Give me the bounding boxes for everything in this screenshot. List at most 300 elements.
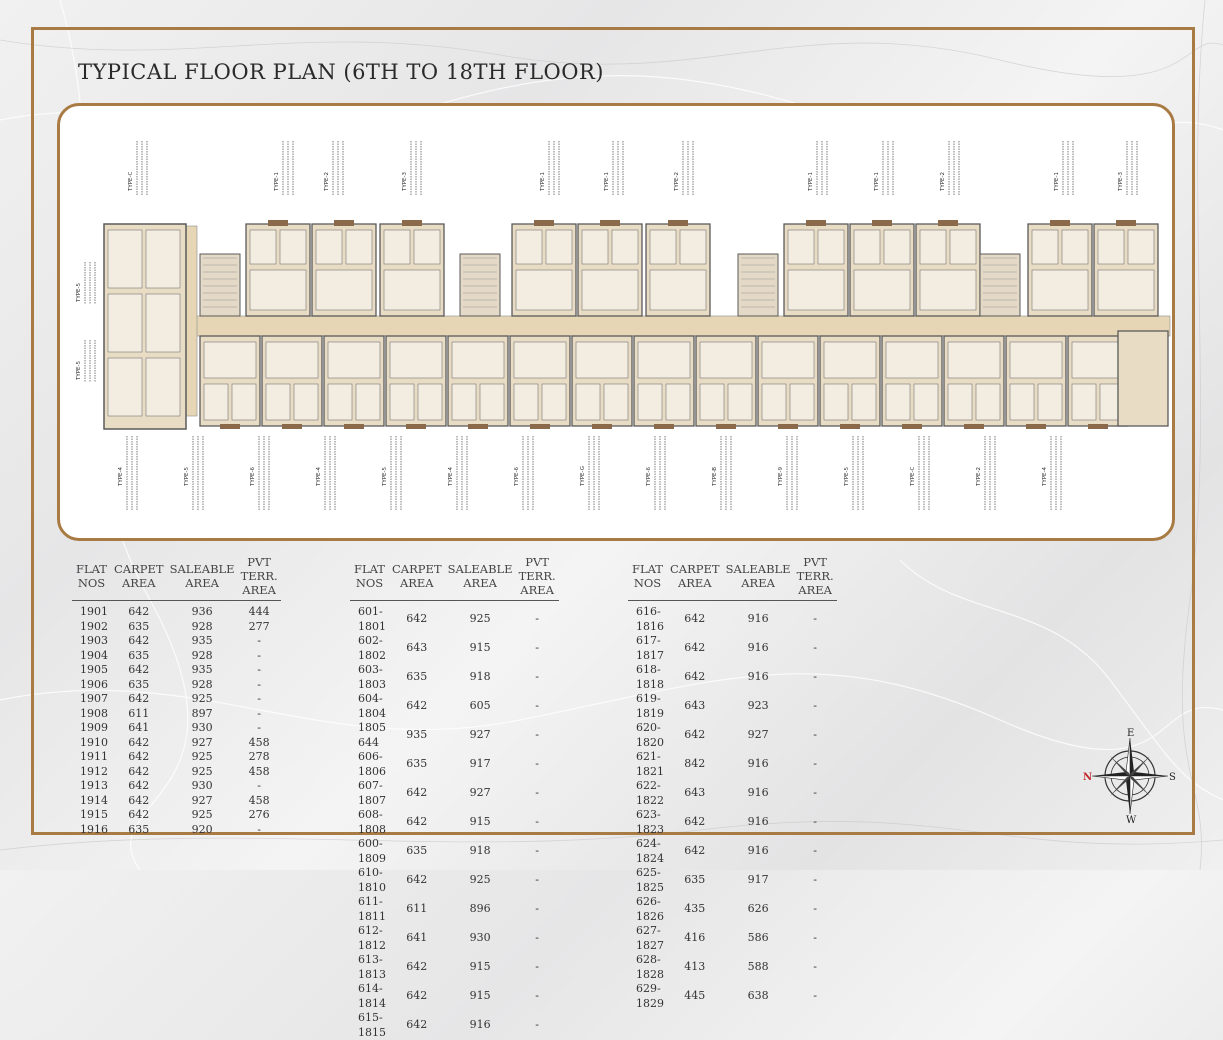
room (514, 384, 538, 420)
page-title: TYPICAL FLOOR PLAN (6TH TO 18TH FLOOR) (78, 60, 604, 84)
saleable-area-cell: 915 (469, 989, 491, 1003)
room (266, 384, 290, 420)
room (582, 230, 608, 264)
table-row (628, 692, 837, 721)
balcony (268, 220, 288, 226)
flat-number-cell: 622-1822 (636, 779, 664, 807)
flat-number-cell: 1912 (80, 764, 108, 778)
unit-type-label: TYPE-1 (604, 172, 610, 191)
carpet-area-cell: 642 (128, 605, 150, 618)
flat-number-cell: 628-1828 (636, 953, 664, 981)
table-row (72, 794, 281, 809)
carpet-area-cell: 642 (684, 670, 706, 684)
table-row (350, 692, 559, 721)
table-row (628, 953, 837, 982)
unit-type-label: TYPE-6 (250, 467, 256, 486)
pvt-terrace-area-cell: - (813, 815, 817, 829)
room (1032, 270, 1088, 310)
carpet-area-cell: 642 (684, 641, 706, 655)
room (976, 384, 1000, 420)
unit-type-label: TYPE-5 (76, 283, 82, 302)
header-saleable-area: SALEABLE AREA (445, 555, 516, 601)
pvt-terrace-area-cell: - (535, 612, 539, 626)
unit-type-label: TYPE-G (580, 466, 586, 486)
table-row (72, 678, 281, 693)
room (1010, 342, 1062, 378)
room (390, 384, 414, 420)
balcony (1116, 220, 1136, 226)
saleable-area-cell: 935 (191, 634, 213, 647)
saleable-area-cell: 916 (747, 844, 769, 858)
pvt-terrace-area-cell: - (813, 960, 817, 974)
unit-type-label: TYPE-1 (1054, 172, 1060, 191)
unit-type-label: TYPE-9 (778, 467, 784, 486)
carpet-area-cell: 642 (128, 634, 150, 647)
carpet-area-cell: 642 (128, 808, 150, 821)
room (414, 230, 440, 264)
room (384, 270, 440, 310)
saleable-area-cell: 588 (747, 960, 769, 974)
room (390, 342, 442, 378)
header-pvt-terr-area: PVT TERR. AREA (238, 555, 281, 601)
header-pvt-terr-area: PVT TERR. AREA (794, 555, 837, 601)
room (346, 230, 372, 264)
room (700, 342, 752, 378)
saleable-area-cell: 927 (469, 786, 491, 800)
balcony (1088, 424, 1108, 429)
saleable-area-cell: 923 (747, 699, 769, 713)
table-row (350, 750, 559, 779)
table-row (628, 634, 837, 663)
floor-plan-drawing (60, 106, 1172, 538)
balcony (1050, 220, 1070, 226)
saleable-area-cell: 916 (747, 815, 769, 829)
flat-number-cell: 617-1817 (636, 634, 664, 662)
table-row (628, 982, 837, 1011)
pvt-terrace-area-cell: - (813, 873, 817, 887)
stair-core (980, 254, 1020, 316)
saleable-area-cell: 928 (191, 619, 213, 633)
balcony (668, 220, 688, 226)
table-row (350, 808, 559, 837)
flat-number-cell: 621-1821 (636, 750, 664, 778)
saleable-area-cell: 927 (469, 728, 491, 742)
room (920, 230, 946, 264)
carpet-area-cell: 935 (406, 728, 428, 742)
table-row (628, 721, 837, 750)
table-row (72, 707, 281, 722)
flat-number-cell: 1915 (80, 808, 108, 821)
table-row (628, 924, 837, 953)
unit-type-label: TYPE-1 (274, 172, 280, 191)
carpet-area-cell: 642 (406, 699, 428, 713)
balcony (282, 424, 302, 429)
pvt-terrace-area-cell: - (535, 757, 539, 771)
unit-type-label: TYPE-1 (808, 172, 814, 191)
flat-number-cell: 1910 (80, 735, 108, 749)
saleable-area-cell: 930 (191, 721, 213, 734)
table-row (628, 808, 837, 837)
pvt-terrace-area-cell: - (813, 757, 817, 771)
saleable-area-cell: 605 (469, 699, 491, 713)
pvt-terrace-area-cell: - (257, 822, 261, 836)
pvt-terrace-area-cell: - (257, 706, 261, 720)
header-flat-nos: FLAT NOS (628, 555, 667, 601)
balcony (468, 424, 488, 429)
flat-number-cell: 611-1811 (358, 895, 386, 923)
room (384, 230, 410, 264)
unit-type-label: TYPE-6 (646, 467, 652, 486)
carpet-area-cell: 642 (684, 815, 706, 829)
table-row (628, 663, 837, 692)
flat-number-cell: 618-1818 (636, 663, 664, 691)
room (316, 230, 342, 264)
unit-type-label: TYPE-4 (1042, 467, 1048, 486)
pvt-terrace-area-cell: 278 (248, 750, 270, 763)
room (452, 384, 476, 420)
room (650, 270, 706, 310)
room (604, 384, 628, 420)
stair-core (738, 254, 778, 316)
room (146, 294, 180, 352)
flat-number-cell: 1911 (80, 750, 108, 763)
flat-number-cell: 607-1807 (358, 779, 386, 807)
flat-number-cell: 1906 (80, 677, 108, 691)
compass-south-label: S (1169, 772, 1176, 783)
carpet-area-cell: 642 (128, 779, 150, 792)
carpet-area-cell: 643 (684, 786, 706, 800)
header-saleable-area: SALEABLE AREA (167, 555, 238, 601)
carpet-area-cell: 643 (406, 641, 428, 655)
pvt-terrace-area-cell: 458 (248, 735, 270, 749)
room (762, 342, 814, 378)
carpet-area-cell: 635 (406, 670, 428, 684)
room (294, 384, 318, 420)
pvt-terrace-area-cell: - (535, 728, 539, 742)
carpet-area-cell: 642 (684, 612, 706, 626)
balcony (806, 220, 826, 226)
balcony (406, 424, 426, 429)
room (516, 270, 572, 310)
saleable-area-cell: 918 (469, 844, 491, 858)
pvt-terrace-area-cell: 444 (248, 605, 270, 618)
header-saleable-area: SALEABLE AREA (723, 555, 794, 601)
flat-number-cell: 1901 (80, 605, 108, 618)
unit-type-label: TYPE-C (128, 171, 134, 191)
table-row (350, 663, 559, 692)
carpet-area-cell: 642 (128, 692, 150, 705)
carpet-area-cell: 641 (406, 931, 428, 945)
carpet-area-cell: 642 (406, 960, 428, 974)
stair-core (460, 254, 500, 316)
table-row (72, 663, 281, 678)
header-pvt-terr-area: PVT TERR. AREA (516, 555, 559, 601)
room (1128, 230, 1154, 264)
table-row (72, 620, 281, 635)
room (232, 384, 256, 420)
room (700, 384, 724, 420)
room (886, 384, 910, 420)
flat-number-cell: 1907 (80, 692, 108, 705)
carpet-area-cell: 642 (128, 793, 150, 807)
carpet-area-cell: 642 (406, 873, 428, 887)
balcony (592, 424, 612, 429)
room (516, 230, 542, 264)
room (1032, 230, 1058, 264)
unit-type-label: TYPE-C (910, 466, 916, 486)
saleable-area-cell: 927 (191, 793, 213, 807)
carpet-area-cell: 642 (406, 786, 428, 800)
room (790, 384, 814, 420)
room (146, 358, 180, 416)
header-flat-nos: FLAT NOS (350, 555, 389, 601)
saleable-area-cell: 916 (747, 641, 769, 655)
room (638, 342, 690, 378)
pvt-terrace-area-cell: - (257, 721, 261, 734)
room (680, 230, 706, 264)
flat-number-cell: 627-1827 (636, 924, 664, 952)
pvt-terrace-area-cell: 276 (248, 808, 270, 821)
pvt-terrace-area-cell: - (813, 902, 817, 916)
unit-type-label: TYPE-4 (448, 467, 454, 486)
pvt-terrace-area-cell: - (813, 612, 817, 626)
saleable-area-cell: 897 (191, 706, 213, 720)
unit-type-label: TYPE-5 (76, 361, 82, 380)
saleable-area-cell: 915 (469, 815, 491, 829)
room (356, 384, 380, 420)
room (818, 230, 844, 264)
saleable-area-cell: 928 (191, 677, 213, 691)
saleable-area-cell: 925 (191, 764, 213, 778)
room (146, 230, 180, 288)
table-row (628, 779, 837, 808)
pvt-terrace-area-cell: - (535, 844, 539, 858)
unit-type-label: TYPE-6 (514, 467, 520, 486)
room (250, 270, 306, 310)
room (650, 230, 676, 264)
room (266, 342, 318, 378)
saleable-area-cell: 915 (469, 641, 491, 655)
pvt-terrace-area-cell: 458 (248, 764, 270, 778)
saleable-area-cell: 916 (747, 670, 769, 684)
room (1038, 384, 1062, 420)
saleable-area-cell: 896 (469, 902, 491, 916)
flat-number-cell: 601-1801 (358, 605, 386, 633)
flat-number-cell: 610-1810 (358, 866, 386, 894)
saleable-area-cell: 626 (747, 902, 769, 916)
table-row (72, 765, 281, 780)
right-wing-units (1118, 331, 1168, 426)
saleable-area-cell: 925 (191, 692, 213, 705)
corridor (190, 316, 1170, 336)
pvt-terrace-area-cell: - (535, 699, 539, 713)
table-row (628, 895, 837, 924)
room (886, 342, 938, 378)
room (280, 230, 306, 264)
compass-west-label: W (1126, 815, 1137, 824)
balcony (778, 424, 798, 429)
table-row (350, 953, 559, 982)
flat-number-cell: 606-1806 (358, 750, 386, 778)
flat-number-cell: 604-1804 (358, 692, 386, 720)
unit-type-label: TYPE-B (712, 466, 718, 486)
room (108, 358, 142, 416)
flat-number-cell: 615-1815 (358, 1011, 386, 1039)
table-row (72, 692, 281, 707)
carpet-area-cell: 642 (684, 728, 706, 742)
saleable-area-cell: 916 (747, 757, 769, 771)
table-row (628, 750, 837, 779)
carpet-area-cell: 642 (128, 764, 150, 778)
flat-number-cell: 619-1819 (636, 692, 664, 720)
pvt-terrace-area-cell: - (535, 641, 539, 655)
saleable-area-cell: 935 (191, 663, 213, 676)
pvt-terrace-area-cell: - (535, 989, 539, 1003)
pvt-terrace-area-cell: - (257, 779, 261, 792)
saleable-area-cell: 925 (191, 808, 213, 821)
unit-type-label: TYPE-5 (382, 467, 388, 486)
balcony (716, 424, 736, 429)
table-row (72, 601, 281, 620)
unit-type-label: TYPE-4 (118, 467, 124, 486)
table-row (72, 634, 281, 649)
room (852, 384, 876, 420)
unit-type-label: TYPE-3 (402, 172, 408, 191)
room (452, 342, 504, 378)
room (948, 342, 1000, 378)
room (108, 294, 142, 352)
pvt-terrace-area-cell: - (535, 786, 539, 800)
flat-number-cell: 603-1803 (358, 663, 386, 691)
unit-type-label: TYPE-5 (184, 467, 190, 486)
table-row (628, 601, 837, 635)
balcony (872, 220, 892, 226)
room (1072, 342, 1124, 378)
saleable-area-cell: 916 (747, 786, 769, 800)
table-row (350, 601, 559, 635)
table-row (72, 779, 281, 794)
unit-type-label: TYPE-1 (874, 172, 880, 191)
saleable-area-cell: 930 (191, 779, 213, 792)
balcony (402, 220, 422, 226)
room (204, 384, 228, 420)
carpet-area-cell: 642 (128, 663, 150, 676)
room (480, 384, 504, 420)
flat-number-cell: 625-1825 (636, 866, 664, 894)
flat-number-cell: 1913 (80, 779, 108, 792)
pvt-terrace-area-cell: 458 (248, 793, 270, 807)
saleable-area-cell: 925 (469, 873, 491, 887)
room (582, 270, 638, 310)
carpet-area-cell: 642 (128, 735, 150, 749)
saleable-area-cell: 928 (191, 648, 213, 662)
flat-number-cell: 623-1823 (636, 808, 664, 836)
compass-north-label: N (1083, 772, 1093, 783)
carpet-area-cell: 642 (406, 989, 428, 1003)
flat-number-cell: 624-1824 (636, 837, 664, 865)
pvt-terrace-area-cell: - (535, 873, 539, 887)
table-row (350, 866, 559, 895)
flat-number-cell: 608-1808 (358, 808, 386, 836)
table-row (628, 866, 837, 895)
flat-number-cell: 1902 (80, 619, 108, 633)
room (576, 342, 628, 378)
flat-number-cell: 626-1826 (636, 895, 664, 923)
carpet-area-cell: 635 (406, 757, 428, 771)
flat-number-cell: 612-1812 (358, 924, 386, 952)
pvt-terrace-area-cell: - (535, 960, 539, 974)
carpet-area-cell: 642 (684, 844, 706, 858)
flat-number-cell: 613-1813 (358, 953, 386, 981)
header-carpet-area: CARPET AREA (389, 555, 445, 601)
area-table-1 (72, 555, 281, 837)
flat-number-cell: 1903 (80, 634, 108, 647)
table-row (350, 1011, 559, 1040)
saleable-area-cell: 916 (469, 1018, 491, 1032)
room (824, 342, 876, 378)
compass-rose-icon (1082, 728, 1178, 824)
area-table-3 (628, 555, 837, 1011)
pvt-terrace-area-cell: - (813, 931, 817, 945)
room (728, 384, 752, 420)
unit-type-label: TYPE-4 (316, 467, 322, 486)
pvt-terrace-area-cell: - (535, 670, 539, 684)
balcony (534, 220, 554, 226)
carpet-area-cell: 416 (684, 931, 706, 945)
corridor (185, 226, 197, 416)
pvt-terrace-area-cell: - (535, 902, 539, 916)
carpet-area-cell: 642 (406, 1018, 428, 1032)
saleable-area-cell: 927 (747, 728, 769, 742)
floor-plan-card (57, 103, 1175, 541)
room (418, 384, 442, 420)
header-flat-nos: FLAT NOS (72, 555, 111, 601)
table-row (350, 982, 559, 1011)
pvt-terrace-area-cell: - (535, 815, 539, 829)
pvt-terrace-area-cell: - (813, 844, 817, 858)
carpet-area-cell: 635 (684, 873, 706, 887)
balcony (938, 220, 958, 226)
table-row (72, 750, 281, 765)
carpet-area-cell: 641 (128, 721, 150, 734)
table-row (72, 649, 281, 664)
table-row (350, 837, 559, 866)
room (948, 384, 972, 420)
flat-number-cell: 1905 (80, 663, 108, 676)
pvt-terrace-area-cell: - (535, 1018, 539, 1032)
room (854, 270, 910, 310)
room (1098, 270, 1154, 310)
room (316, 270, 372, 310)
room (950, 230, 976, 264)
unit-type-label: TYPE-2 (674, 172, 680, 191)
room (1098, 230, 1124, 264)
room (204, 342, 256, 378)
unit-type-label: TYPE-2 (940, 172, 946, 191)
pvt-terrace-area-cell: - (257, 692, 261, 705)
balcony (902, 424, 922, 429)
room (666, 384, 690, 420)
carpet-area-cell: 842 (684, 757, 706, 771)
pvt-terrace-area-cell: - (813, 641, 817, 655)
balcony (840, 424, 860, 429)
room (1062, 230, 1088, 264)
pvt-terrace-area-cell: - (813, 989, 817, 1003)
room (788, 230, 814, 264)
room (514, 342, 566, 378)
pvt-terrace-area-cell: - (813, 699, 817, 713)
pvt-terrace-area-cell: - (813, 670, 817, 684)
